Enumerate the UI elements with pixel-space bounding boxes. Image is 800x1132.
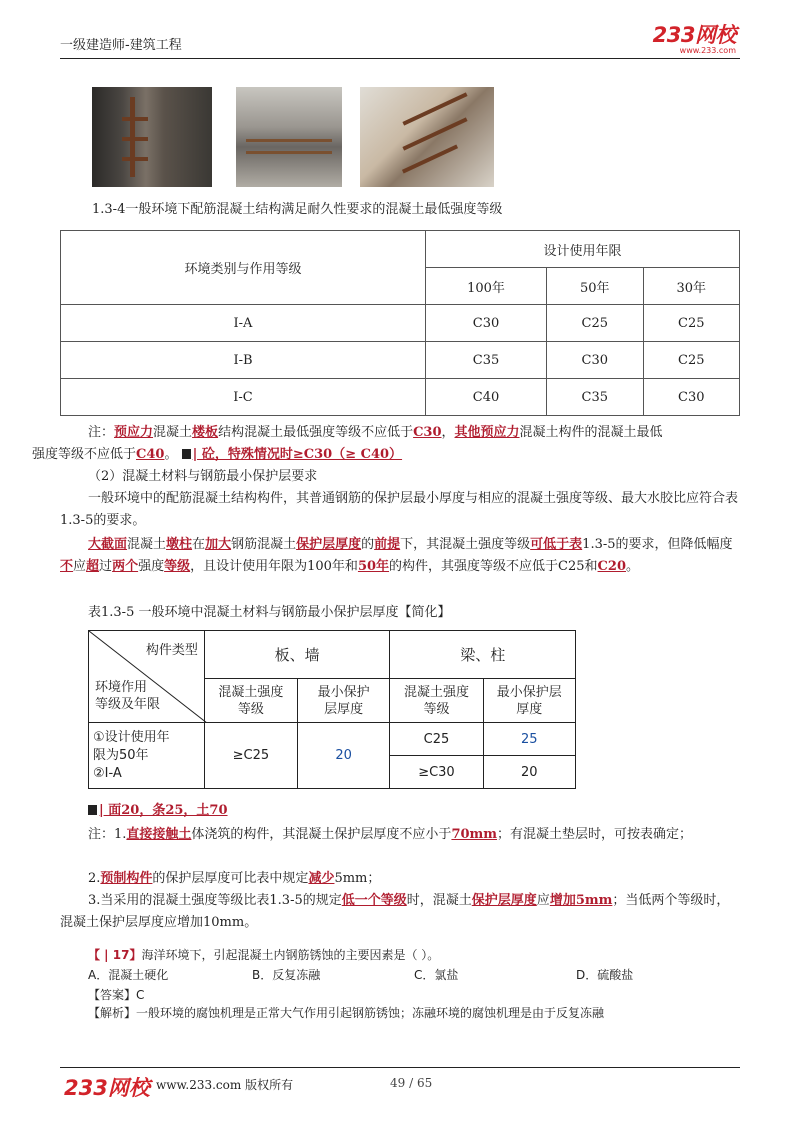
col-header: 混凝土强度 等级 <box>204 679 297 723</box>
paragraph-large-section: 大截面混凝土墩柱在加大钢筋混凝土保护层厚度的前提下，其混凝土强度等级可低于表1.3-5的要求，但降低幅度不应超过两个强度等级，且设计使用年限为100年和50年的构件，其强度等级不应低于C25和C20。 <box>60 537 733 574</box>
note-prestressed: 注：预应力混凝土楼板结构混凝土最低强度等级不应低于C30，其他预应力混凝土构件的混凝土最低 强度等级不应低于C40。 | 砼，特殊情况时≥C30（≥ C40） <box>32 425 663 462</box>
note-1: 注：1.直接接触土体浇筑的构件，其混凝土保护层厚度不应小于70mm；有混凝土垫层时，可按表确定； <box>88 827 693 842</box>
table-cell: ≥C30 <box>390 756 483 789</box>
row-label: I-B <box>61 342 426 379</box>
row-label: I-C <box>61 379 426 416</box>
option-a: A．混凝土硬化 <box>88 968 169 982</box>
cover-thickness-table <box>88 630 576 788</box>
table-caption-1-3-4: 1.3-4一般环境下配筋混凝土结构满足耐久性要求的混凝土最低强度等级 <box>92 202 503 217</box>
table-cell: 25 <box>483 723 576 756</box>
group-header-slab-wall: 板、墙 <box>204 631 390 679</box>
table-cell: C25 <box>547 305 643 342</box>
table-cell: ≥C25 <box>204 723 297 789</box>
corroded-column-photo <box>92 87 212 187</box>
note-3: 3.当采用的混凝土强度等级比表1.3-5的规定低一个等级时，混凝土保护层厚度应增加5mm；当低两个等级时，混凝土保护层厚度应增加10mm。 <box>60 893 730 930</box>
col-header: 100年 <box>426 268 547 305</box>
table-cell: 20 <box>483 756 576 789</box>
table-cell: C25 <box>390 723 483 756</box>
logo-text: 233网校 <box>652 23 736 47</box>
row-label: I-A <box>61 305 426 342</box>
diag-bottom-label: 环境作用 等级及年限 <box>95 680 161 712</box>
col-header: 混凝土强度 等级 <box>390 679 483 723</box>
marker-square-icon <box>88 805 97 815</box>
table-cell: C30 <box>547 342 643 379</box>
col-header: 最小保护 层厚度 <box>297 679 389 723</box>
answer-line: 【答案】C <box>88 988 145 1002</box>
exposed-rebar-slab-photo <box>360 87 494 187</box>
marker-square-icon <box>182 449 191 459</box>
table-row <box>61 305 740 342</box>
table-cell: C25 <box>643 305 740 342</box>
brand-logo <box>653 24 736 55</box>
table-cell: C30 <box>426 305 547 342</box>
table-row <box>61 379 740 416</box>
spalled-concrete-photo <box>236 87 342 187</box>
option-d: D．硫酸盐 <box>576 968 634 982</box>
page-header <box>60 22 740 59</box>
table-caption-1-3-5: 表1.3-5 一般环境中混凝土材料与钢筋最小保护层厚度【简化】 <box>88 605 451 620</box>
footer-logo: 233网校 <box>64 1076 150 1100</box>
table-group-header: 设计使用年限 <box>426 231 740 268</box>
logo-url: www.233.com <box>679 46 736 55</box>
option-c: C．氯盐 <box>414 968 459 982</box>
table-corner-header: 环境类别与作用等级 <box>61 231 426 305</box>
table-cell: C30 <box>643 379 740 416</box>
diagonal-header-cell <box>89 631 205 723</box>
subheading-2: （2）混凝土材料与钢筋最小保护层要求 <box>88 469 318 484</box>
page-footer <box>60 1067 740 1098</box>
option-b: B．反复冻融 <box>252 968 321 982</box>
table-cell: C35 <box>547 379 643 416</box>
table-row <box>61 342 740 379</box>
header-title: 一级建造师-建筑工程 <box>60 38 182 53</box>
min-strength-table <box>60 230 740 416</box>
page-number: 49 / 65 <box>390 1076 433 1090</box>
footer-copyright: www.233.com 版权所有 <box>156 1078 294 1092</box>
note-2: 2.预制构件的保护层厚度可比表中规定减少5mm； <box>88 871 381 886</box>
row-label: ①设计使用年 限为50年 ②I-A <box>89 723 205 789</box>
table-cell: C25 <box>643 342 740 379</box>
question-stem: 【 | 17】海洋环境下，引起混凝土内钢筋锈蚀的主要因素是（ ）。 <box>88 948 440 962</box>
paragraph-cover-requirement: 一般环境中的配筋混凝土结构构件，其普通钢筋的保护层最小厚度与相应的混凝土强度等级、最大水胶比应符合表1.3-5的要求。 <box>60 491 739 528</box>
col-header: 50年 <box>547 268 643 305</box>
mnemonic-line: | 面20，条25，土70 <box>88 800 768 822</box>
table-cell: C40 <box>426 379 547 416</box>
diag-top-label: 构件类型 <box>145 643 198 658</box>
analysis-line: 【解析】一般环境的腐蚀机理是正常大气作用引起钢筋锈蚀；冻融环境的腐蚀机理是由于反复冻融 <box>88 1006 605 1020</box>
col-header: 最小保护层 厚度 <box>483 679 576 723</box>
col-header: 30年 <box>643 268 740 305</box>
table-cell: 20 <box>297 723 389 789</box>
group-header-beam-column: 梁、柱 <box>390 631 576 679</box>
table-cell: C35 <box>426 342 547 379</box>
